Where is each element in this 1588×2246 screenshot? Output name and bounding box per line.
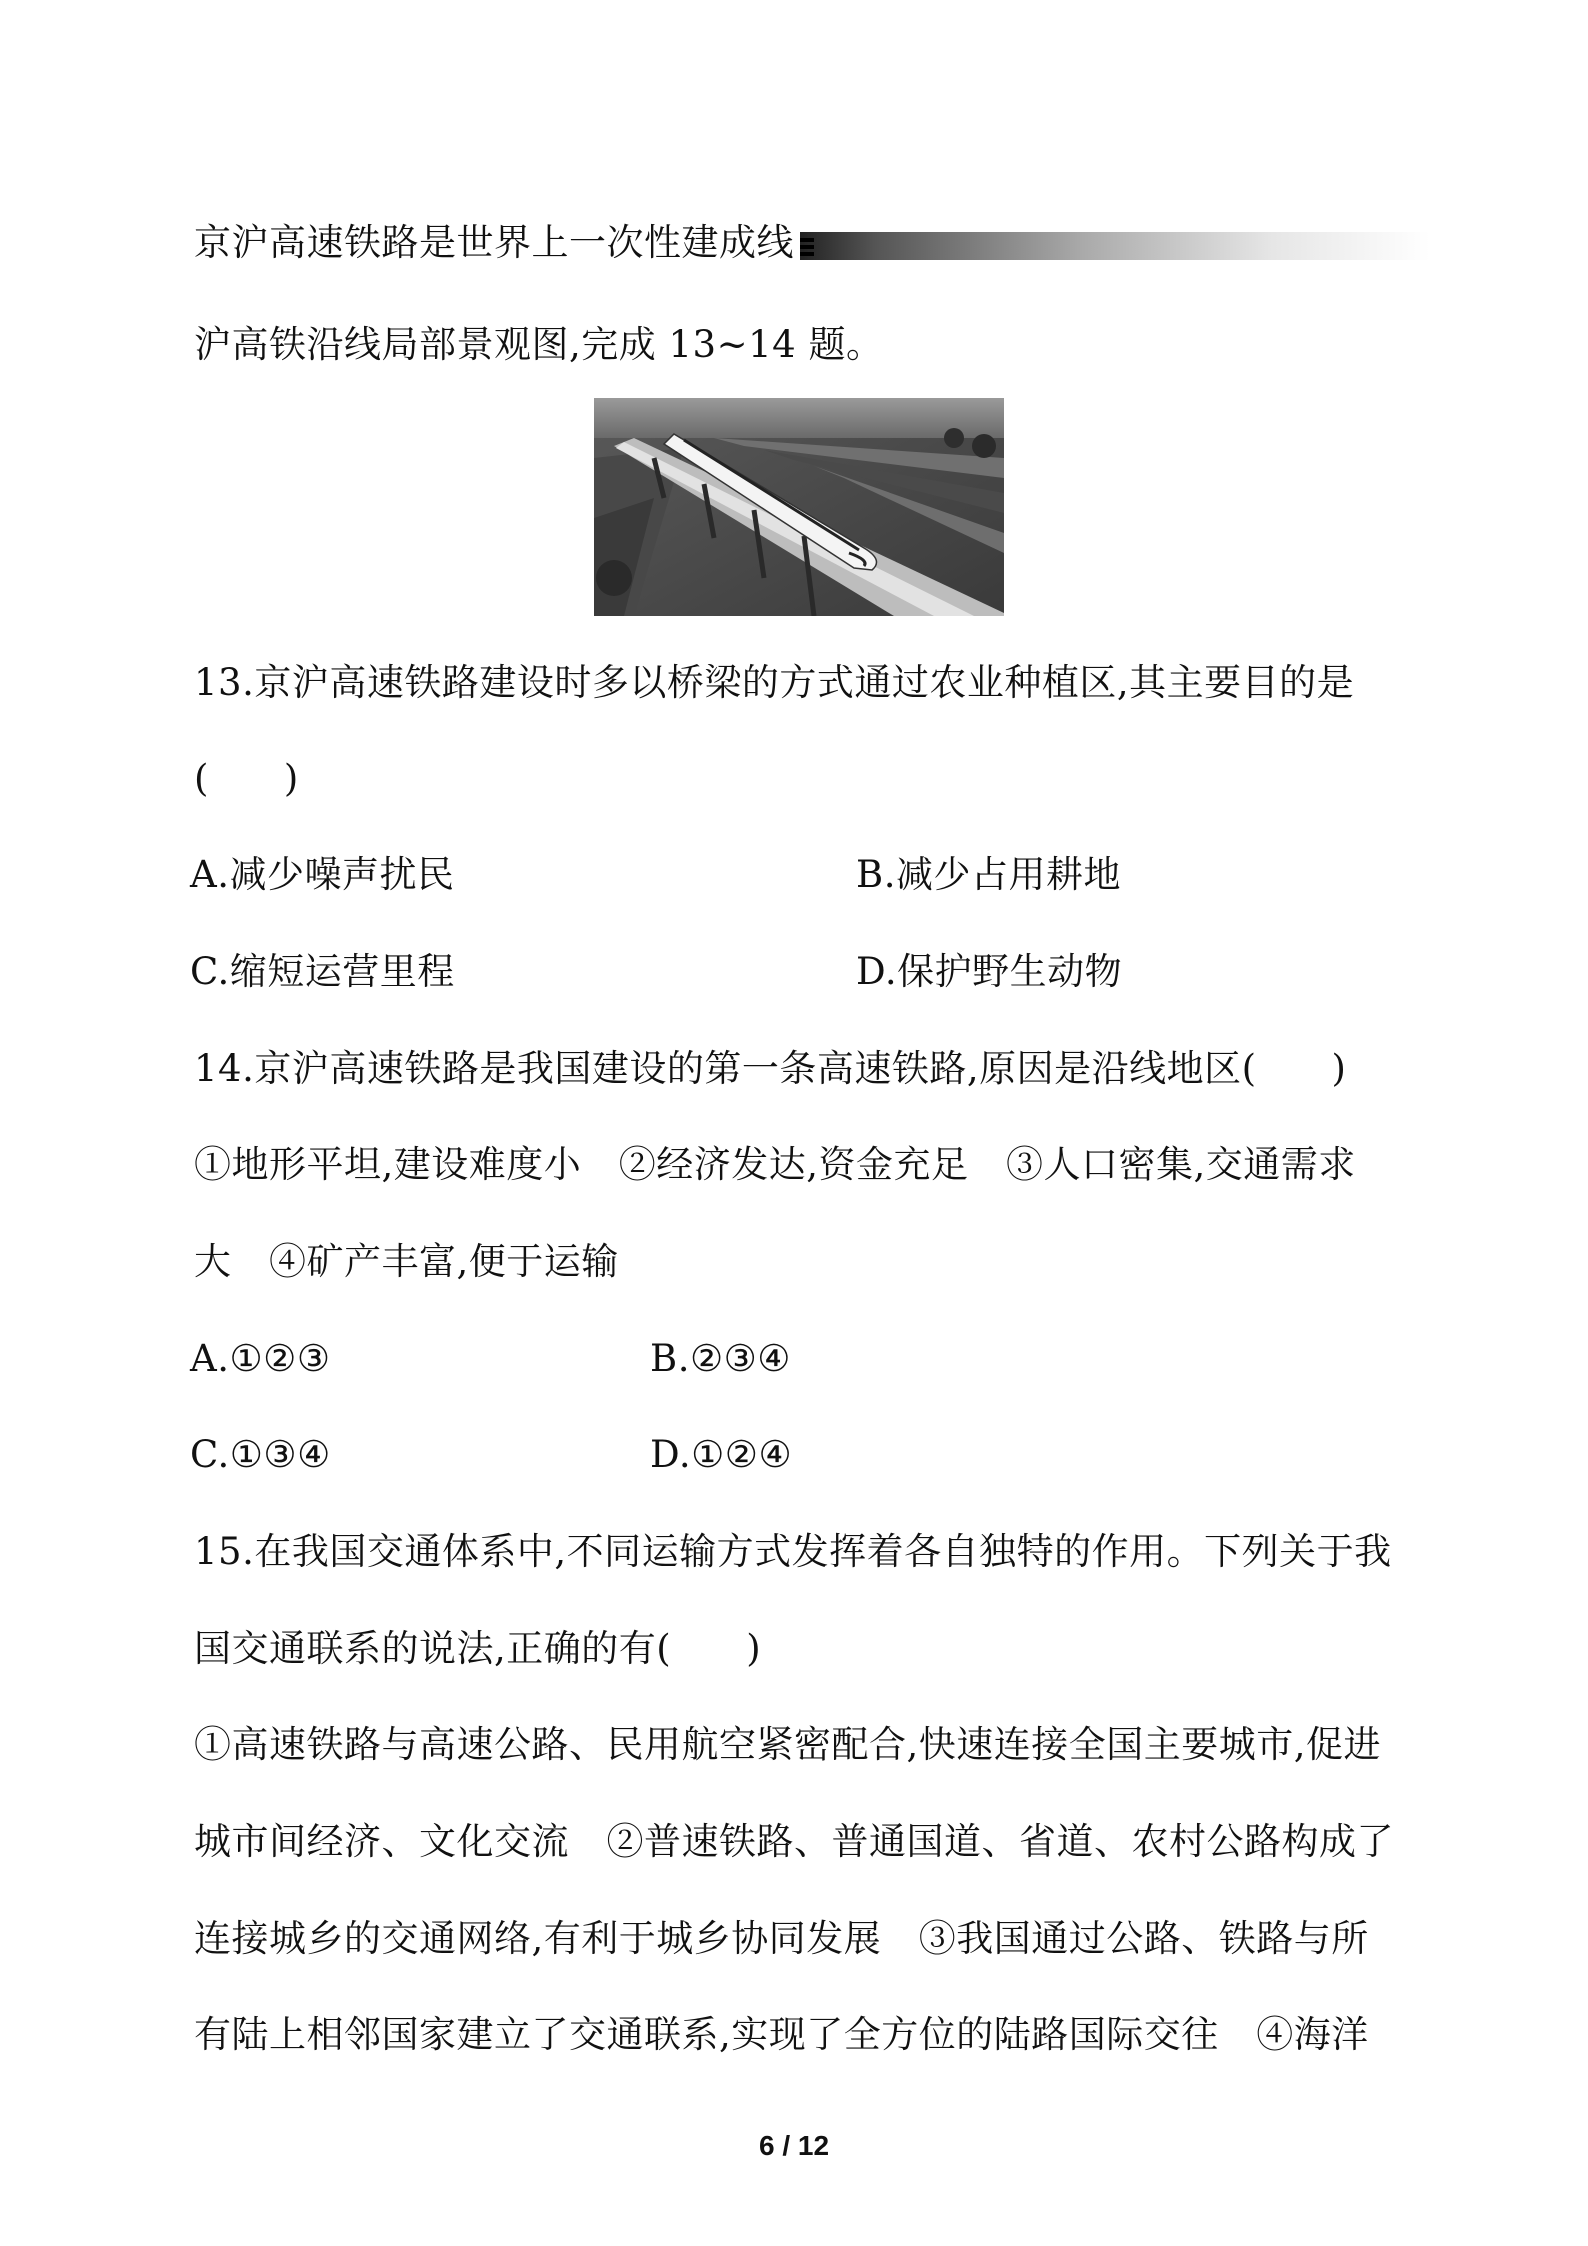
q15-body-line-1: ①高速铁路与高速公路、民用航空紧密配合,快速连接全国主要城市,促进: [194, 1723, 1382, 1766]
q14-items-line-2: 大 ④矿产丰富,便于运输: [194, 1240, 619, 1283]
q15-body-line-4: 有陆上相邻国家建立了交通联系,实现了全方位的陆路国际交往 ④海洋: [194, 2013, 1369, 2056]
q13-stem: 13.京沪高速铁路建设时多以桥梁的方式通过农业种植区,其主要目的是: [194, 661, 1355, 704]
q15-stem-line-2: 国交通联系的说法,正确的有( ): [194, 1627, 762, 1670]
q13-option-c: C.缩短运营里程: [190, 950, 455, 993]
q13-option-b: B.减少占用耕地: [856, 853, 1121, 896]
intro-line-2: 沪高铁沿线局部景观图,完成 13~14 题。: [194, 323, 884, 366]
q14-option-d: D.①②④: [650, 1433, 793, 1476]
q13-option-a: A.减少噪声扰民: [190, 853, 455, 896]
redaction-gradient-bar: [800, 232, 1430, 260]
q13-answer-blank: ( ): [194, 757, 299, 800]
train-photo-icon: [594, 398, 1004, 616]
page-number: 6 / 12: [758, 2130, 830, 2161]
high-speed-train-photo: [594, 398, 1004, 616]
q14-stem: 14.京沪高速铁路是我国建设的第一条高速铁路,原因是沿线地区( ): [194, 1047, 1347, 1090]
q15-body-line-3: 连接城乡的交通网络,有利于城乡协同发展 ③我国通过公路、铁路与所: [194, 1917, 1369, 1960]
q15-body-line-2: 城市间经济、文化交流 ②普速铁路、普通国道、省道、农村公路构成了: [194, 1820, 1394, 1863]
q14-option-a: A.①②③: [190, 1337, 331, 1380]
q14-option-c: C.①③④: [190, 1433, 331, 1476]
q15-stem-line-1: 15.在我国交通体系中,不同运输方式发挥着各自独特的作用。下列关于我: [194, 1530, 1392, 1573]
q14-items-line-1: ①地形平坦,建设难度小 ②经济发达,资金充足 ③人口密集,交通需求: [194, 1143, 1356, 1186]
intro-line-1: 京沪高速铁路是世界上一次性建成线: [194, 221, 794, 264]
q13-option-d: D.保护野生动物: [856, 950, 1123, 993]
q14-option-b: B.②③④: [650, 1337, 791, 1380]
